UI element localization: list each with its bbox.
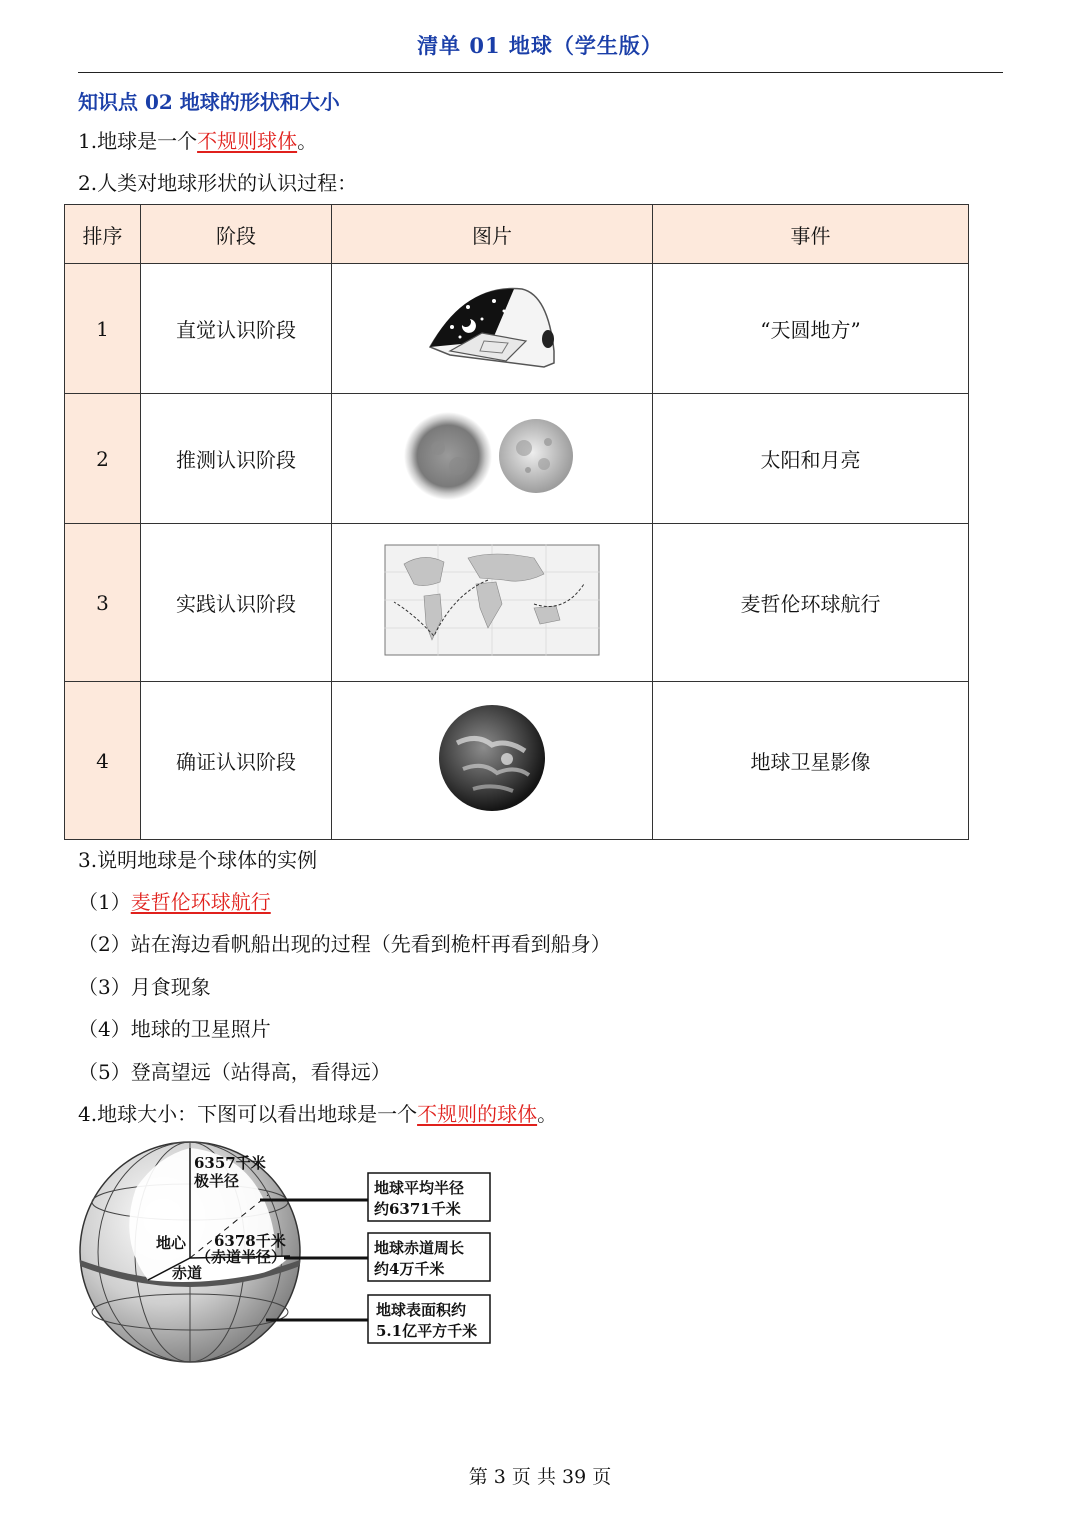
- equatorial-radius-value: 6378千米: [214, 1232, 286, 1250]
- table-row: [65, 524, 969, 682]
- example-number: （4）: [78, 1017, 131, 1041]
- table-row: [65, 264, 969, 394]
- row-stage: 实践认识阶段: [141, 524, 332, 682]
- earth-satellite-image: [437, 703, 547, 813]
- row-image: [332, 394, 653, 524]
- example-text: 登高望远（站得高，看得远）: [130, 1060, 391, 1084]
- row-image: [332, 682, 653, 840]
- item-2: 2.人类对地球形状的认识过程：: [78, 171, 358, 195]
- table-row: [65, 682, 969, 840]
- row-stage: 确证认识阶段: [141, 682, 332, 840]
- row-image: [332, 264, 653, 394]
- item-1-suffix: 。: [297, 129, 318, 153]
- item-1-answer: 不规则球体: [197, 129, 298, 153]
- box-2-line-2: 约4万千米: [374, 1260, 445, 1278]
- table-row: [65, 394, 969, 524]
- item-4-suffix: 。: [537, 1102, 558, 1126]
- item-4-prefix: 4.地球大小：下图可以看出地球是一个: [78, 1102, 418, 1126]
- row-image: [332, 524, 653, 682]
- table-header-row: [65, 205, 969, 264]
- earth-center-label: 地心: [156, 1234, 187, 1252]
- row-event: “天圆地方”: [653, 264, 969, 394]
- header-event: 事件: [653, 205, 969, 264]
- equator-label: 赤道: [172, 1264, 203, 1282]
- box-3-line-2: 5.1亿平方千米: [376, 1322, 478, 1340]
- row-stage: 推测认识阶段: [141, 394, 332, 524]
- row-event: 麦哲伦环球航行: [653, 524, 969, 682]
- stages-table: [64, 204, 969, 840]
- row-stage: 直觉认识阶段: [141, 264, 332, 394]
- document-header-title: 清单 01 地球（学生版）: [417, 33, 663, 58]
- example-5: [78, 1058, 391, 1086]
- polar-radius-value: 6357千米: [194, 1154, 266, 1172]
- row-event: 地球卫星影像: [653, 682, 969, 840]
- equatorial-radius-label: （赤道半径）: [196, 1248, 287, 1266]
- box-2-line-1: 地球赤道周长: [374, 1239, 465, 1257]
- world-voyage-map-image: [384, 544, 600, 656]
- row-order: 2: [65, 394, 141, 524]
- item-4-answer: 不规则的球体: [417, 1102, 538, 1126]
- box-3-line-1: 地球表面积约: [376, 1301, 467, 1319]
- example-1: [78, 888, 271, 916]
- earth-size-diagram: [78, 1140, 498, 1370]
- polar-radius-label: 极半径: [194, 1172, 240, 1190]
- example-3: [78, 973, 211, 1001]
- earth-size-svg: [78, 1140, 498, 1370]
- example-2: [78, 930, 611, 958]
- item-1-prefix: 1.地球是一个: [78, 129, 198, 153]
- dome-sky-image: [422, 281, 562, 371]
- example-number: （5）: [78, 1060, 131, 1084]
- item-3-title: 3.说明地球是个球体的实例: [78, 848, 318, 872]
- header-stage: 阶段: [141, 205, 332, 264]
- row-order: 4: [65, 682, 141, 840]
- header-image: 图片: [332, 205, 653, 264]
- box-1-line-1: 地球平均半径: [374, 1179, 465, 1197]
- example-number: （1）: [78, 890, 131, 914]
- example-text: 月食现象: [130, 975, 211, 999]
- row-order: 3: [65, 524, 141, 682]
- example-text: 站在海边看帆船出现的过程（先看到桅杆再看到船身）: [130, 932, 611, 956]
- row-order: 1: [65, 264, 141, 394]
- header-rule: [78, 72, 1003, 73]
- example-number: （3）: [78, 975, 131, 999]
- header-order: 排序: [65, 205, 141, 264]
- page-footer: 第 3 页 共 39 页: [468, 1466, 612, 1488]
- item-4: [78, 1100, 557, 1128]
- section-title: 知识点 02 地球的形状和大小: [78, 90, 340, 114]
- example-text: 麦哲伦环球航行: [130, 890, 271, 914]
- box-1-line-2: 约6371千米: [374, 1200, 461, 1218]
- example-text: 地球的卫星照片: [130, 1017, 271, 1041]
- example-4: [78, 1015, 271, 1043]
- example-number: （2）: [78, 932, 131, 956]
- item-1: [78, 127, 317, 155]
- row-event: 太阳和月亮: [653, 394, 969, 524]
- sun-and-moon-image: [402, 408, 582, 504]
